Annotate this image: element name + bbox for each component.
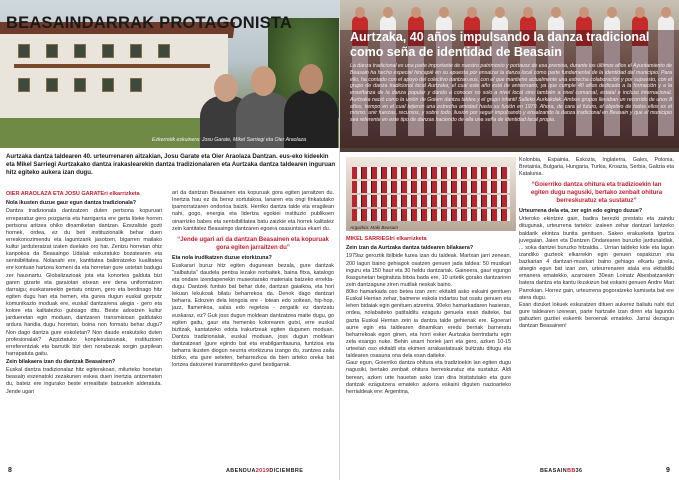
photo-group-row [352,181,510,193]
right-page [340,0,679,480]
footer-month-eu: ABENDUA [226,468,256,474]
question: Zein bilakaera izan du dantzak Beasainen? [6,359,116,365]
photo-window [74,44,86,58]
article-lede: La danza tradicional es una parte importante de nuestro patrimonio y portavoz de esa premisa, durante los últimos años el Ayuntamiento de Beasain ha hecho especial hincapié en su apuesta por ensalzar la danza local como parte fundamental de la identidad del municipio. Para ello, ha contado con el apoyo del colectivo dantzan.eus, con el que mantiene actualmente una estrecha colaboración y por supuesto, con el grupo de danza tradicional local Aurtzaka, el cual este año está de aniversario, ya que cumple 40 años dedicado a la formación y a la enseñanza de la danza popular y dando a conocer no solo a nivel local sino también a nivel comarcal, estatal e incluso internacional. Aurtzaka nació como la unión de Goiern dantza taldea y el grupo infantil Salleko Aurkakdak. Ambos grupos llevaban un recorrido de unos 8 años, tiempo en el cual tejieron una estrecha amistad hasta su fusión en 1979. Ahora, de cara al futuro, el objetivo de todos ellos es el mismo: unir fuerzas, recursos, y sobre todo, ilusión por seguir impulsando y ensalzando la danza tradicional en Beasain y que el municipio sea referente en este tipo de danzas haciendo de ella una seña de identidad local propia. [350,63,672,123]
group-photo-caption: Argazkia: Maki Beasain [350,225,399,230]
footer-issue: 36 [575,468,583,474]
photo-window [74,78,86,92]
footer-brand-mark: BB [567,468,576,474]
magazine-brand [540,468,582,474]
photo-building [0,34,228,126]
answer-paragraph: ari da dantzan Beasainen eta kopuruak gora egiten jarraitzen du. Inertzia hau ez da berez sortutakoa, lanaren eta ongi finkatutako ipamorratzaren ondorioa baizik. Herriko dantza talde eta eragilean nahi, gogo, energia eta lidertza egokiei instituzio publikoen oinarrizko babes eta sentsibilitatea batu zaizkie eta horrek kalitatez zein kantitatez Beasaingo dantzaren egoera osasuntsua ekarri du. [172,190,334,232]
article-title: Aurtzaka, 40 años impulsando la danza tradicional como seña de identidad de Beasain [350,30,650,59]
photo-window [46,44,58,58]
footer-brand: BEASAIN [540,468,568,474]
page-number: 8 [8,467,12,474]
photo-caption: Ezkerretik eskuinera: Josu Garate, Mikel Sarriegi eta Oier Araolaza [152,137,307,143]
photo-group-row [352,195,510,207]
answer-paragraph: Euskal dantza tradizionalaz hitz egiterakoan, milurteko honetan beasaiņ eszenatoki zezakunen eskea duen inertzia antzematen du, bateiz ere ingurako beste erreailtate batzuekin alderatuta. Jende ugari [6,367,162,395]
photo-window [46,78,58,92]
photo-window [18,44,30,58]
question: Zein izan da Aurtzaka dantza taldearen bilakaera? [346,245,474,252]
group-photo [346,157,516,231]
page-number: 9 [666,467,670,474]
question: Nola ikusten duzue gaur egun dantza tradizionala? [6,200,136,207]
photo-window [130,78,142,92]
footer-month-es: DICIEMBRE [269,468,304,474]
right-column-1 [346,235,511,465]
page-title: BEASAINDARRAK PROTAGONISTA [6,14,293,32]
photo-window [102,44,114,58]
answer-paragraph: Urteroko ekintzez gain, badira berezki prestatu eta zaindu ditugunak, urteurrena tarteko: izaleen zehar dantzari lantzeko baldarik ekintza bunita genituen. Sakeo erakusketa Igartza juvegaian, Jaien eta Dantzen Ondarearen buruzko jardunaldiak, ... soka dantzei buruzko hitzaldia... Urrian taldeko kide eta lagun izandiko guzteok elkarrekin egin genuen ospakizun eta bazkarian 4 dantzari-musikari baino gehiago elkartu ginela, atsegin egun bat izan zen, urteurrenaren atala era ekitaldiki emanera ematekko, azaroaren 30ean Loinatz Abesbatzarekin batera dantza eta kantu ikuskizun bat eskaini genuen Andre Mari Parrokian. Horrez gain, urteurrena gogoratzeko kamiseta bat ere atera dugu. Esan dizuket lokuek eskuratzen dituen aukerez baliatu nahi dut gure taldearen izenean, parte hartzaile izan diren eta lagundu gaituzten guztiei eskerrik beroenak emateko. Jarrai dezagun dantzan Beasainen! [519,216,674,330]
photo-window [18,78,30,92]
photo-group-row [352,209,510,221]
left-column-1 [6,190,162,460]
question: Urteurrena dela eta, zer egin edo egingo duzue? [519,208,643,215]
section-heading: OIER ARAOLAZA ETA JOSU GARATEri elkarrizketa [6,191,140,197]
answer-paragraph: Kolonbia, Espainia, Eskozia, Inglaterra, Gales, Polonia, Bretainia, Bulgaria, Hungaria, Turkia, Kroazia, Serbia, Galizia eta Katalunia. [519,157,674,178]
intro-paragraph: Aurtzaka dantza taldearen 40. urteurrenaren aitzakian, Josu Garate eta Oier Araolaza Dantzan. eus-eko kideekin eta Mikel Sarriegi Aurtzakako dantza irakaslearekin dantza tradizionalaren eta Aurtzaka dantza taldearen inguruan hitz egiteko aukera izan dugu. [6,153,336,177]
issue-date [226,468,303,474]
right-column-2 [519,157,674,465]
answer-paragraph: Dantza tradizionala dantzatzen duten pertsona kopuruari erreparatuz gero pozgarria eta harrigarria ere gerta liteke horren pertsona aritzea ohiko dinamiketan dantzan. Ezezaliste gozti hornek, ordea, ez du beti instituzionalik behar duen erreskonozimendu eta laguntzarik jasotzen, bigarren mailako kultur jarduteratzat izaten duelako oro har. Zentzu horretan ohiz kanpokoa da Beasaingo Udalak eskuratuko bozatearen eta sentsibilitatea. Nolanahi ere, kantitatea balioratzeko kualitatea ere kontuan hartzea komeni da eta horretan gure ustetan badugu zer hausnartu. Globalizazioak jota eta konortea galduta bizi garen gizarte eta garaiotan etxean ere dena uniformatzen darraigu; euskarareekin gertatu ontzen, gero eta berdinago hitz egiten dugu han eta hemen, eta gurea dugun euskal gorputz komunikazio moduak ere, euskal dantzarena alegia - gero eta kolore eta kalitatezko gutxiago ditu. Beste adostzen kultur jardueretan egin moduan, dantzaren transmisioan galdutako ardura handia dugu horretan, boina non formatu behar dugu? Non dago dantza gure eskoletan? Non daude erakutsiko duten profesionalak? Azpiztatuko konplexutasunak, instituzioen erreferentziak eta barrutik bizi den norabezak sorgin gurpilean harrapatuta gaitu. [6,208,162,357]
section-heading: MIKEL SARRIEGIri elkarrizketa [346,236,427,242]
footer-year: 2019 [255,468,270,474]
photo-window [130,44,142,58]
photo-window [158,44,170,58]
left-column-2 [172,190,334,460]
photo-window [102,78,114,92]
photo-group-row [352,167,510,179]
pull-quote: “Goierriko dantza ohitura eta tradizioekin lan egiten dugu nagusiki, bertako zenbait ohitura berreskuratuz eta sustatuz” [530,181,663,205]
answer-paragraph: 1979az geroztik ibilbide luzea izan du taldeak. Martxan jarri zenean, 200 lagun baino gehiagok osatzen genuen jada taldea: 50 musikari inguru eta 150 haur eta 30 heldu dantzariak. Gaineera, gaur egungo ikasgunetan begiratuta bitxia bada ere, 10 urtetik gorako dantzariren zein dantzagune ziren mutilak neskak baino. 80ko hamarkada oso betea izan zen: ekitaldi asko eskaini genituen Euskal Herrian zehar, baimene eskola indartsu bat osatu genuen eta lehen bidaiak egin genituen atzerrira. 90eko hamarkadaren hasieran, ordea, nolabaiteko patitalditu ezagutu genuela esan daiteke, bai gazta Euskal Herrian zein ia dantza talde gehienak ere. Egoerari aurre egin eta taldearen dinamikan eredu berriak barneratu beharrekoak egon ginen, eta horri esker Aurtzaka berrindartu egin zela esango nuke. Behin unarri horiek jarri eta gero, azken 10-15 urteetan oso ekitaldi eta ekimen arrakastatsuak bultzatu ditugu eta taldearen osasuna ona dela esan daiteke. Gaur egun, Goierriko dantza ohitura eta tradizioekin lan egiten dugu nagusiki, bertako zenbait ohitura berreskuratuz eta sustatuz. Aldi berean, azken urte hauetan asko izan dira bisitatutako eta gure dantzak ezagutzera emateko aukera eskaini diguten nazioarteko herrialdeak ere: Argentina, [346,253,511,395]
answer-paragraph: Euskarari buruz hitz egiten dugunean bezala, gure dantzak "salbatuta" daudela pentsa lezake norbaitek, baina fitxa, katalogo eta ondare izendapenekin museotarako materiala batzeko errekta-dugu. Dantzek funtsio bat behar dute, dantzan gaiaikoa, eta hori lekuan lekukoak bilatu beharrekoa da. Denok dago dantzari beharra. Edozein dela leingoia ere - lotean edo soltean, hip-hop, jazz, flamenkoa, salsa edo regetoia - zergatik ez dantzatu euskaraz, ez? Guk joss dugun moldean dantzatzea maite dugu, go egiten gaitu, gaur eta hemenko kolorearen gutxi, erre euskal bizitzak, kantatzeko edota irakurtzeak egiten dugunen moduan. Dantza tradizionalak, euskal moduan, joss dugun moldean dantzatzeari (gure egindo bat eta erabilgarritasuna, funtzioa eta beharra ikusten diogun neurria etorkizuna izango du, zantzea zaila biziko, eta gure seteten, beharrezkoa da bien arteko oreka bat lortzea datozenei transmititzeko gurel bestigarrak. [172,262,334,369]
pull-quote: “Jende ugari ari da dantzan Beasainen eta kopuruak gora egiten jarraitzen du” [177,235,329,251]
photo-balcony [14,64,210,68]
question: Eta nola irudikatzen duzue etorkizuna? [172,254,272,261]
